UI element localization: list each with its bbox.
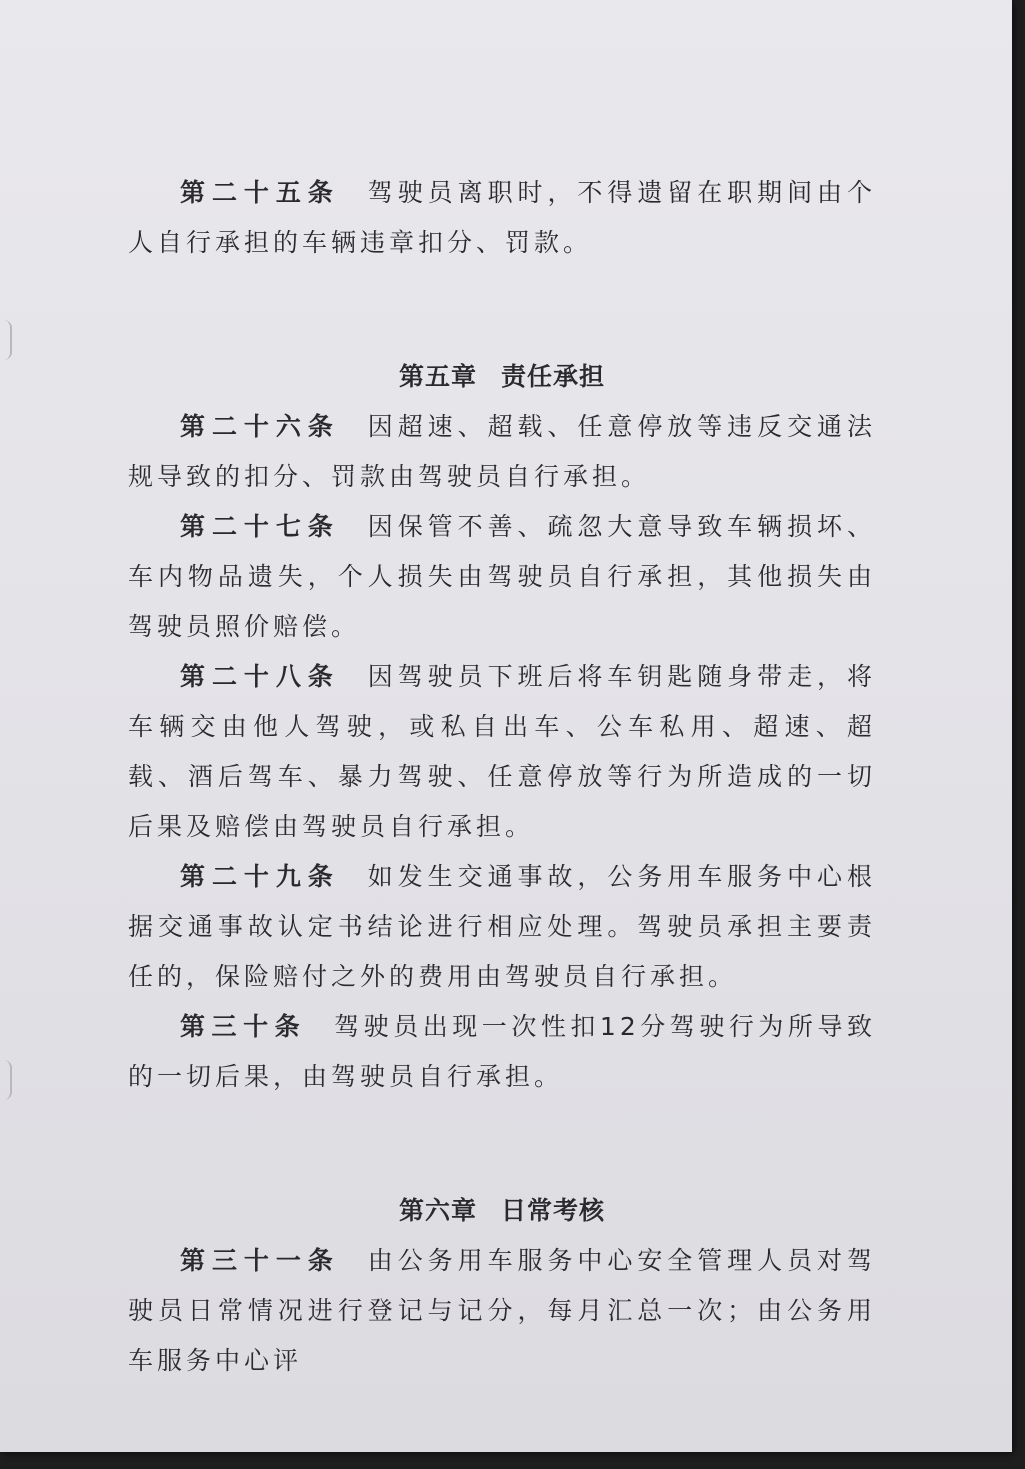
article-number: 第三十条 bbox=[180, 1012, 307, 1041]
article-31 bbox=[128, 1236, 876, 1386]
chapter-number: 第五章 bbox=[398, 362, 477, 391]
article-27 bbox=[128, 502, 876, 652]
article-number: 第二十七条 bbox=[180, 512, 340, 541]
chapter-heading-6 bbox=[128, 1186, 876, 1236]
article-text: 因驾驶员下班后将车钥匙随身带走，将车辆交由他人驾驶，或私自出车、公车私用、超速、超载、酒后驾车、暴力驾驶、任意停放等行为所造成的一切后果及赔偿由驾驶员自行承担。 bbox=[128, 662, 876, 841]
article-number: 第三十一条 bbox=[180, 1246, 340, 1275]
chapter-title: 日常考核 bbox=[501, 1196, 606, 1225]
article-text: 因保管不善、疏忽大意导致车辆损坏、车内物品遗失，个人损失由驾驶员自行承担，其他损失由驾驶员照价赔偿。 bbox=[128, 512, 876, 641]
article-text: 由公务用车服务中心安全管理人员对驾驶员日常情况进行登记与记分，每月汇总一次；由公务用车服务中心评 bbox=[128, 1246, 876, 1375]
chapter-number: 第六章 bbox=[398, 1196, 477, 1225]
article-text: 如发生交通事故，公务用车服务中心根据交通事故认定书结论进行相应处理。驾驶员承担主要责任的，保险赔付之外的费用由驾驶员自行承担。 bbox=[128, 862, 876, 991]
article-text: 驾驶员出现一次性扣12分驾驶行为所导致的一切后果，由驾驶员自行承担。 bbox=[128, 1012, 876, 1091]
article-30 bbox=[128, 1002, 876, 1102]
article-29 bbox=[128, 852, 876, 1002]
binding-hole-bottom bbox=[0, 1060, 12, 1100]
article-text: 驾驶员离职时，不得遗留在职期间由个人自行承担的车辆违章扣分、罚款。 bbox=[128, 178, 876, 257]
chapter-title: 责任承担 bbox=[501, 362, 606, 391]
document-body bbox=[128, 168, 876, 1386]
article-text: 因超速、超载、任意停放等违反交通法规导致的扣分、罚款由驾驶员自行承担。 bbox=[128, 412, 876, 491]
article-28 bbox=[128, 652, 876, 852]
article-26 bbox=[128, 402, 876, 502]
article-25 bbox=[128, 168, 876, 268]
article-number: 第二十九条 bbox=[180, 862, 340, 891]
binding-hole-top bbox=[0, 320, 12, 360]
article-number: 第二十八条 bbox=[180, 662, 340, 691]
chapter-heading-5 bbox=[128, 352, 876, 402]
article-number: 第二十五条 bbox=[180, 178, 340, 207]
article-number: 第二十六条 bbox=[180, 412, 340, 441]
